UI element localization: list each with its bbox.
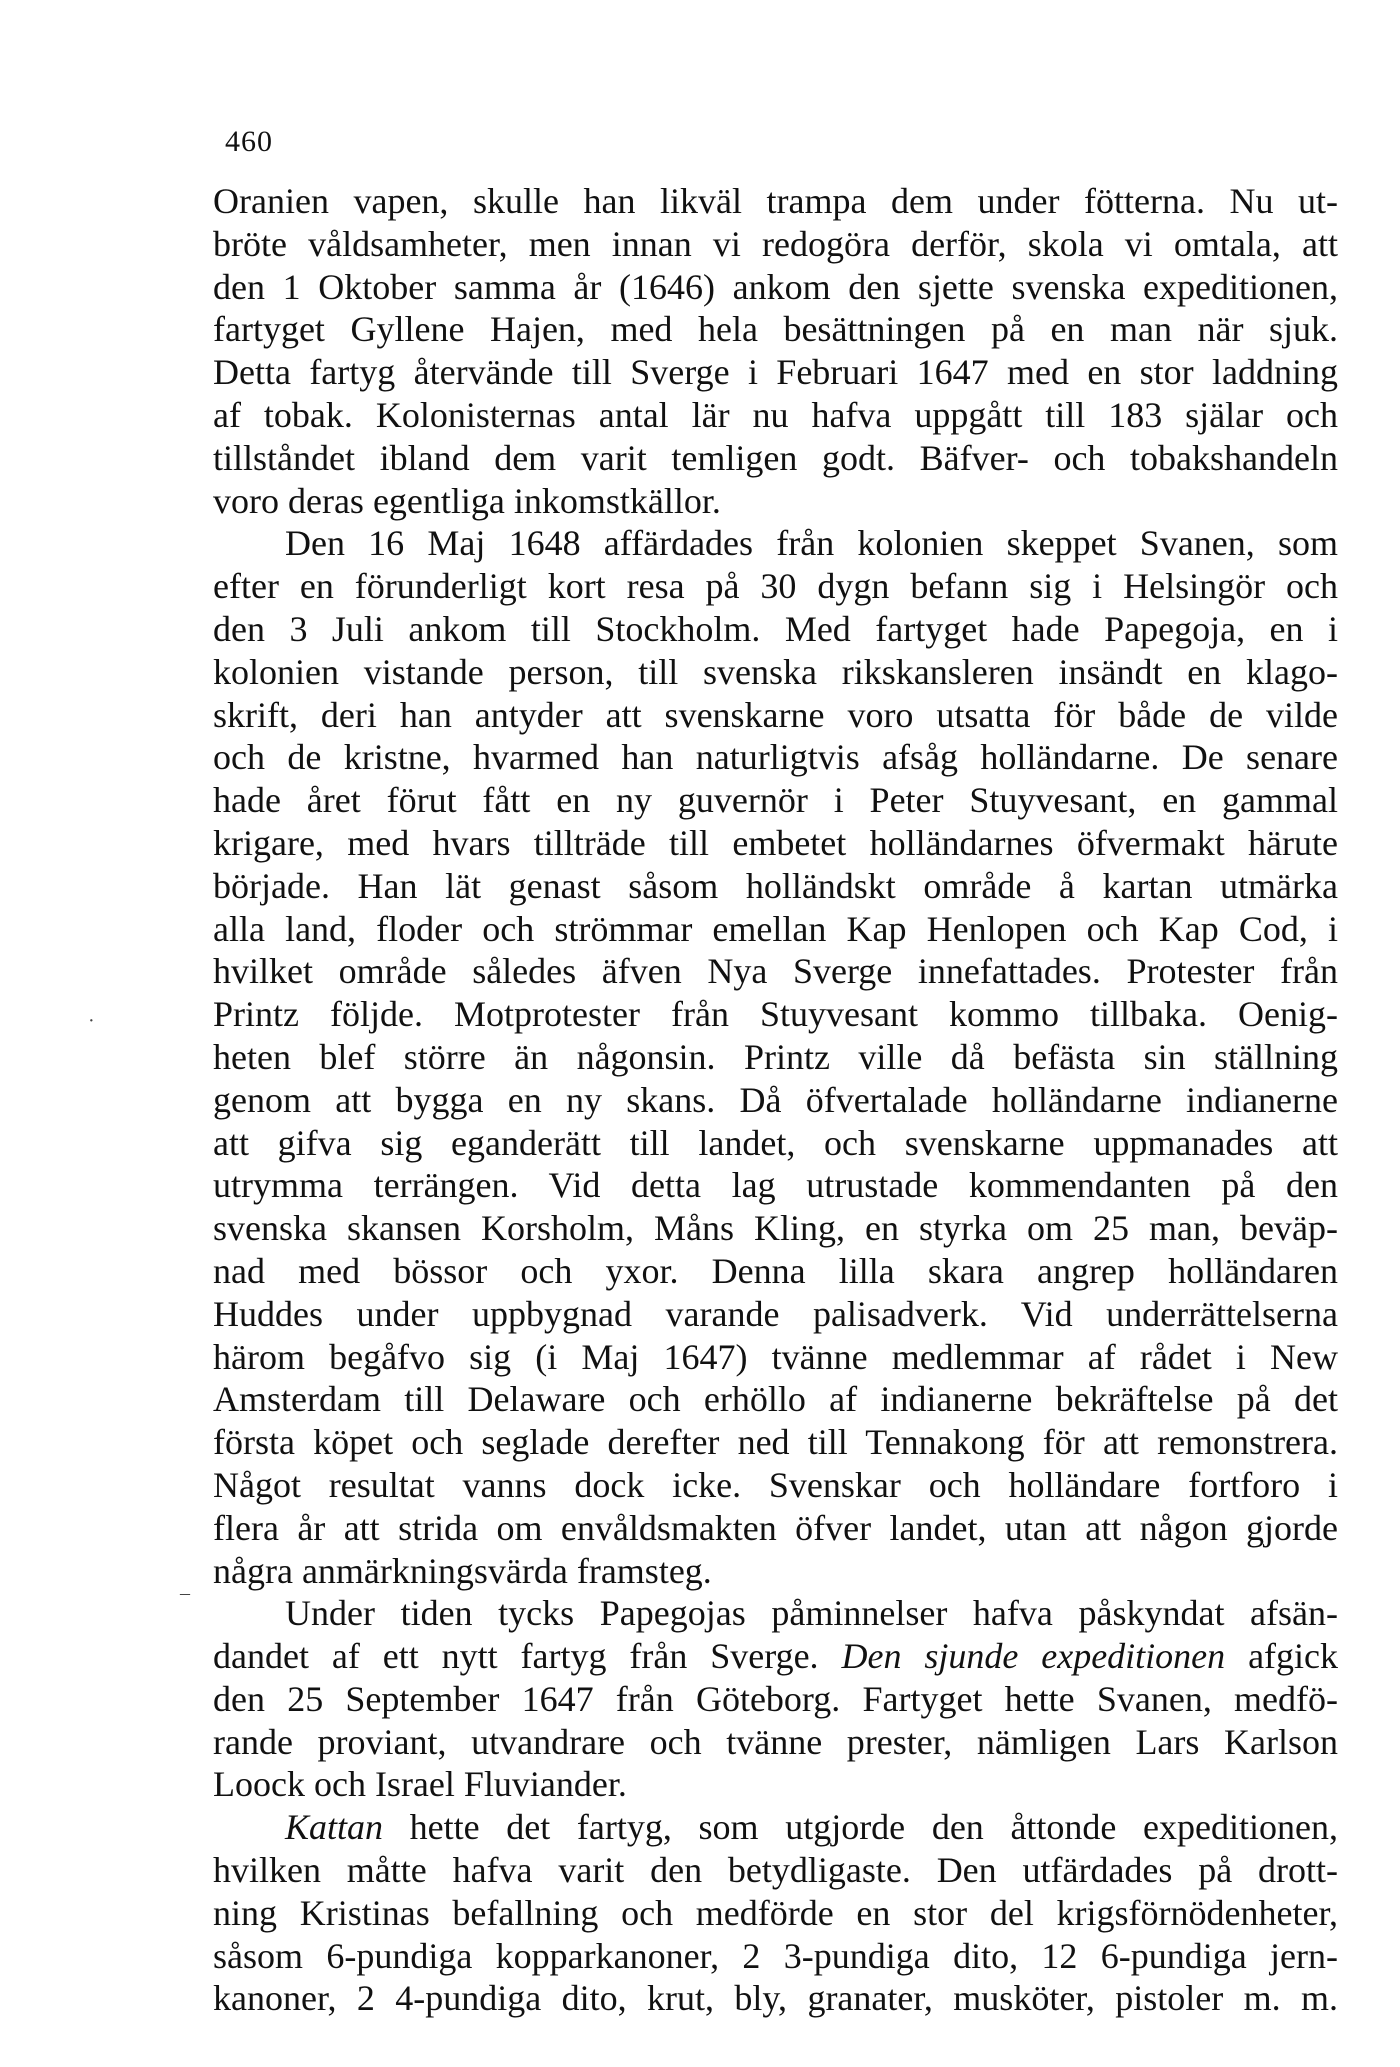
text-line: såsom 6-pundiga kopparkanoner, 2 3-pundiga dito, 12 6-pundiga jern- <box>213 1935 1338 1976</box>
text-line: Huddes under uppbygnad varande palisadverk. Vid underrättelserna <box>213 1293 1338 1334</box>
text-line: några anmärkningsvärda framsteg. <box>213 1550 712 1591</box>
text-line: rande proviant, utvandrare och tvänne prester, nämligen Lars Karlson <box>213 1721 1338 1762</box>
text-line: flera år att strida om envåldsmakten öfver landet, utan att någon gjorde <box>213 1507 1338 1548</box>
text-line: första köpet och seglade derefter ned till Tennakong för att remonstrera. <box>213 1422 1338 1463</box>
text-line: fartyget Gyllene Hajen, med hela besättningen på en man när sjuk. <box>213 309 1338 350</box>
paragraph-start-line: Den 16 Maj 1648 affärdades från kolonien skeppet Svanen, som <box>285 523 1338 564</box>
text-line: började. Han lät genast såsom holländskt område å kartan utmärka <box>213 865 1338 906</box>
text-line: och de kristne, hvarmed han naturligtvis afsåg holländarne. De senare <box>213 737 1338 778</box>
text-line: härom begåfvo sig (i Maj 1647) tvänne medlemmar af rådet i New <box>213 1336 1338 1377</box>
text-line: hvilken måtte hafva varit den betydligaste. Den utfärdades på drott- <box>213 1850 1338 1891</box>
page-number: 460 <box>225 125 273 158</box>
text-line: Detta fartyg återvände till Sverge i Februari 1647 med en stor laddning <box>213 352 1338 393</box>
text-line: Något resultat vanns dock icke. Svenskar och holländare fortforo i <box>213 1464 1338 1505</box>
text-fragment: hette det fartyg, som utgjorde den åttonde expeditionen, <box>409 1807 1338 1848</box>
text-line: att gifva sig eganderätt till landet, och svenskarne uppmanades att <box>213 1122 1338 1163</box>
text-line: efter en förunderligt kort resa på 30 dygn befann sig i Helsingör och <box>213 566 1338 607</box>
text-line: Amsterdam till Delaware och erhöllo af indianerne bekräftelse på det <box>213 1379 1338 1420</box>
text-line <box>213 1635 1338 1678</box>
text-line: Oranien vapen, skulle han likväl trampa dem under fötterna. Nu ut- <box>213 181 1338 221</box>
text-line: svenska skansen Korsholm, Måns Kling, en styrka om 25 man, beväp- <box>213 1208 1338 1249</box>
margin-dot: · <box>88 1010 95 1032</box>
text-line: hade året förut fått en ny guvernör i Peter Stuyvesant, en gammal <box>213 780 1338 821</box>
text-fragment: afgick <box>1248 1636 1339 1677</box>
italic-expedition-title: Den sjunde expeditionen <box>841 1636 1226 1677</box>
text-line: tillståndet ibland dem varit temligen godt. Bäfver- och tobakshandeln <box>213 437 1338 478</box>
text-line: skrift, deri han antyder att svenskarne voro utsatta för både de vilde <box>213 694 1338 735</box>
text-line: Loock och Israel Fluviander. <box>213 1764 627 1805</box>
text-line: Printz följde. Motprotester från Stuyvesant kommo tillbaka. Oenig- <box>213 994 1338 1035</box>
text-line: den 1 Oktober samma år (1646) ankom den sjette svenska expeditionen, <box>213 266 1338 307</box>
text-line: krigare, med hvars tillträde till embetet holländarnes öfvermakt härute <box>213 822 1338 863</box>
text-line: bröte våldsamheter, men innan vi redogöra derför, skola vi omtala, att <box>213 223 1338 264</box>
text-line: nad med bössor och yxor. Denna lilla skara angrep holländaren <box>213 1250 1338 1291</box>
text-line: ning Kristinas befallning och medförde en stor del krigsförnödenheter, <box>213 1892 1338 1933</box>
text-line: hvilket område således äfven Nya Sverge innefattades. Protester från <box>213 951 1338 992</box>
text-line: den 3 Juli ankom till Stockholm. Med fartyget hade Papegoja, en i <box>213 608 1338 649</box>
text-line: heten blef större än någonsin. Printz ville då befästa sin ställning <box>213 1036 1338 1077</box>
text-line: af tobak. Kolonisternas antal lär nu hafva uppgått till 183 själar och <box>213 394 1338 435</box>
margin-dash: – <box>180 1582 190 1604</box>
text-body <box>213 180 1338 2020</box>
italic-ship-name: Kattan <box>285 1807 384 1848</box>
text-line: genom att bygga en ny skans. Då öfvertalade holländarne indianerne <box>213 1079 1338 1120</box>
text-line: kolonien vistande person, till svenska rikskansleren insändt en klago- <box>213 651 1338 692</box>
text-line: alla land, floder och strömmar emellan Kap Henlopen och Kap Cod, i <box>213 908 1338 949</box>
text-line: utrymma terrängen. Vid detta lag utrustade kommendanten på den <box>213 1165 1338 1206</box>
text-fragment: dandet af ett nytt fartyg från Sverge. <box>213 1636 819 1677</box>
text-line: voro deras egentliga inkomstkällor. <box>213 480 721 521</box>
paragraph-start-line: Under tiden tycks Papegojas påminnelser hafva påskyndat afsän- <box>285 1593 1338 1634</box>
paragraph-start-line <box>213 1806 1338 1849</box>
text-line: kanoner, 2 4-pundiga dito, krut, bly, granater, musköter, pistoler m. m. <box>213 1978 1338 2019</box>
text-line: den 25 September 1647 från Göteborg. Fartyget hette Svanen, medfö- <box>213 1678 1338 1719</box>
